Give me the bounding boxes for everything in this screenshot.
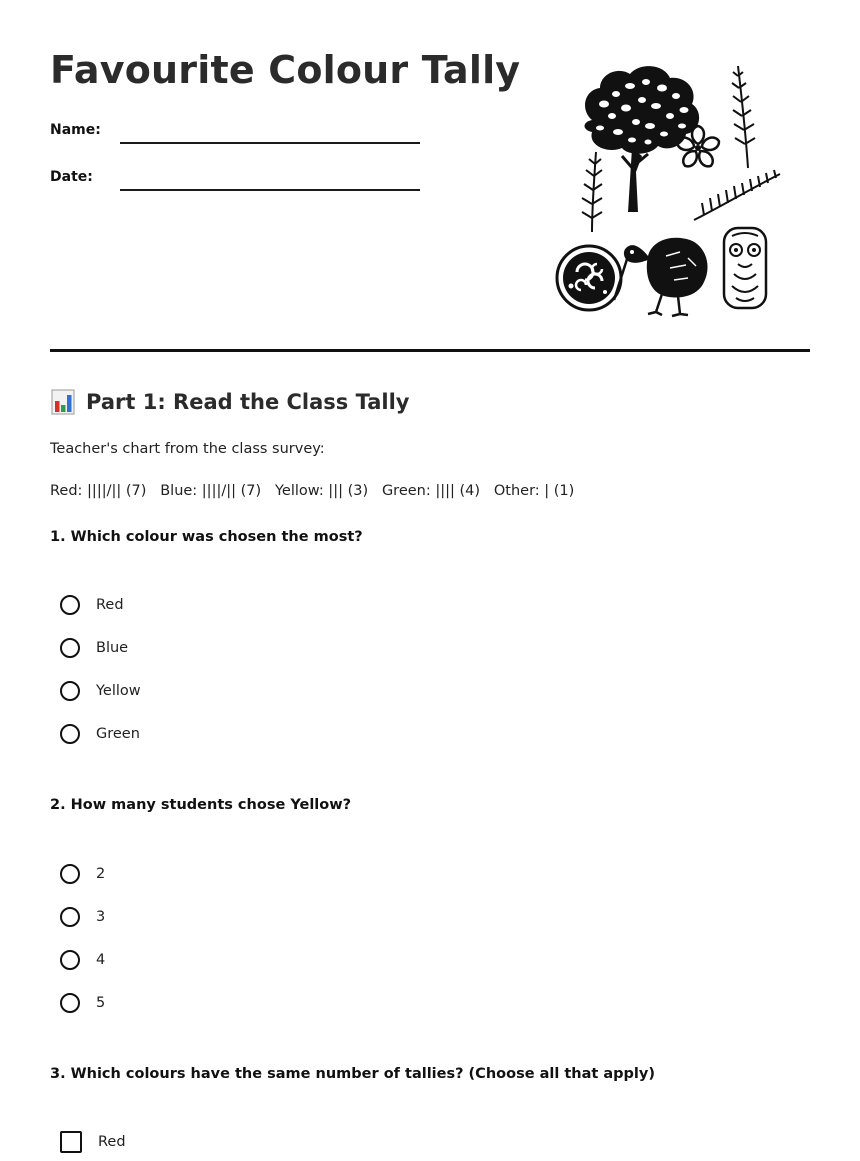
- fern-frond-illustration: [694, 170, 780, 220]
- section-divider: [50, 349, 810, 352]
- q2-option[interactable]: [60, 990, 105, 1016]
- q2-option[interactable]: [60, 861, 105, 887]
- option-label: Blue: [96, 640, 129, 656]
- bar-chart-icon: [50, 388, 76, 416]
- radio-button[interactable]: [60, 595, 80, 615]
- option-label: Green: [96, 726, 140, 742]
- q3-option[interactable]: [60, 1129, 126, 1155]
- part1-heading-text: Part 1: Read the Class Tally: [86, 390, 410, 414]
- radio-button[interactable]: [60, 864, 80, 884]
- bar-chart-icon-bar: [67, 395, 72, 412]
- radio-button[interactable]: [60, 993, 80, 1013]
- koru-pattern-illustration: [557, 246, 621, 310]
- nz-nature-illustration: [552, 60, 788, 320]
- q1-option[interactable]: [60, 678, 141, 704]
- question-3: 3. Which colours have the same number of tallies? (Choose all that apply): [50, 1066, 655, 1082]
- name-input-line[interactable]: [120, 142, 420, 144]
- radio-button[interactable]: [60, 638, 80, 658]
- question-1: 1. Which colour was chosen the most?: [50, 529, 363, 545]
- option-label: Red: [96, 597, 124, 613]
- bar-chart-icon-bar: [55, 401, 60, 412]
- name-label: Name:: [50, 122, 101, 138]
- fern-sprig-left-illustration: [582, 152, 602, 232]
- part1-heading: [50, 388, 409, 416]
- option-label: 3: [96, 909, 106, 925]
- radio-button[interactable]: [60, 681, 80, 701]
- option-label: 4: [96, 952, 106, 968]
- tree-illustration: [585, 66, 700, 212]
- radio-button[interactable]: [60, 907, 80, 927]
- question-2: 2. How many students chose Yellow?: [50, 797, 352, 813]
- q1-option[interactable]: [60, 635, 128, 661]
- radio-button[interactable]: [60, 724, 80, 744]
- date-input-line[interactable]: [120, 189, 420, 191]
- checkbox[interactable]: [60, 1131, 82, 1153]
- option-label: Yellow: [96, 683, 141, 699]
- bar-chart-icon-bar: [61, 405, 66, 412]
- part1-intro: Teacher's chart from the class survey:: [50, 441, 325, 457]
- q1-option[interactable]: [60, 721, 140, 747]
- tally-summary: Red: ||||/|| (7) Blue: ||||/|| (7) Yellow: ||| (3) Green: |||| (4) Other: | (1): [50, 483, 575, 499]
- date-label: Date:: [50, 169, 93, 185]
- option-label: Red: [98, 1134, 126, 1150]
- worksheet-title: Favourite Colour Tally: [50, 48, 521, 92]
- maori-carving-illustration: [724, 228, 766, 308]
- date-field: [50, 169, 430, 199]
- q2-option[interactable]: [60, 904, 105, 930]
- name-field: [50, 122, 430, 152]
- kiwi-bird-illustration: [614, 238, 708, 316]
- radio-button[interactable]: [60, 950, 80, 970]
- option-label: 5: [96, 995, 106, 1011]
- option-label: 2: [96, 866, 106, 882]
- q1-option[interactable]: [60, 592, 124, 618]
- q2-option[interactable]: [60, 947, 105, 973]
- fern-sprig-right-illustration: [732, 66, 755, 168]
